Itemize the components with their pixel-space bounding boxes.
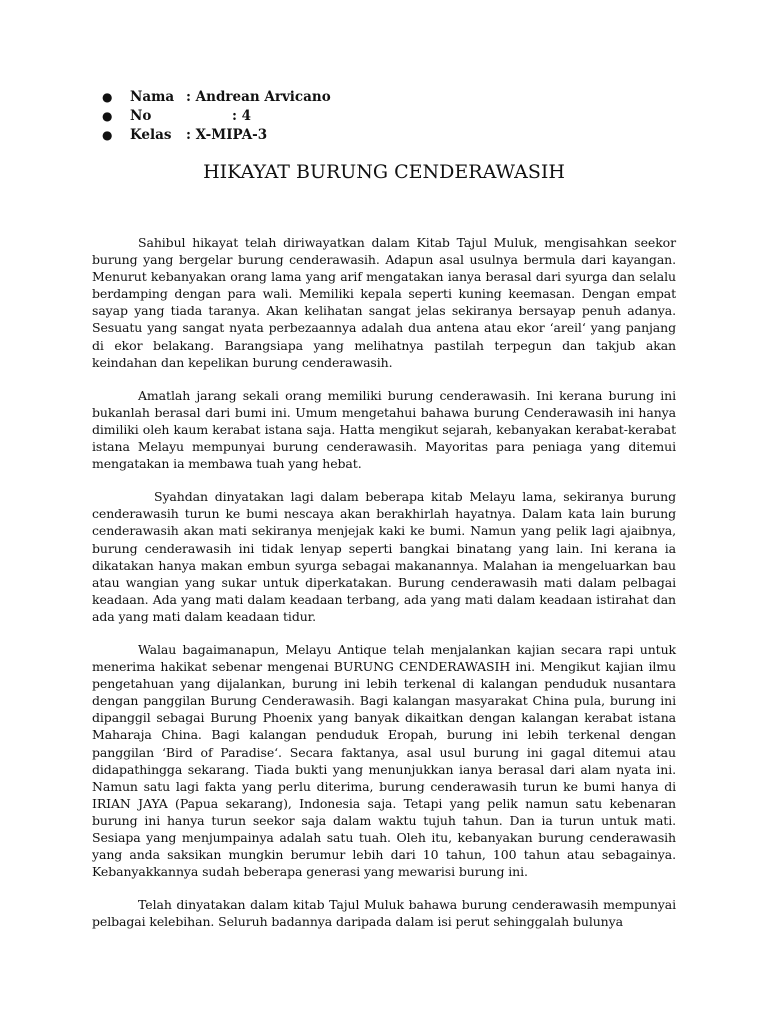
class-label: Kelas (130, 127, 172, 143)
student-info-list (102, 88, 502, 145)
bullet-icon: ● (102, 128, 113, 142)
paragraph-3: Syahdan dinyatakan lagi dalam beberapa kitab Melayu lama, sekiranya burung cenderawasih turun ke bumi nescaya akan berakhirlah hayatnya. Dalam kata lain burung cenderawasih akan mati sekiranya menjejak kaki ke bumi. Namun yang pelik lagi ajaibnya, burung cenderawasih ini tidak lenyap seperti bangkai binatang yang lain. Ini kerana ia dikatakan hanya makan embun syurga sebagai makanannya. Malahan ia mengeluarkan bau atau wangian yang sukar untuk diperkatakan. Burung cenderawasih mati dalam pelbagai keadaan. Ada yang mati dalam keadaan terbang, ada yang mati dalam keadaan istirahat dan ada yang mati dalam keadaan tidur. (92, 489, 676, 624)
document-title: HIKAYAT BURUNG CENDERAWASIH (203, 161, 565, 183)
bullet-icon: ● (102, 109, 113, 123)
bullet-icon: ● (102, 90, 113, 104)
number-value: : 4 (232, 108, 252, 124)
student-number-row (102, 107, 502, 126)
student-name-row (102, 88, 502, 107)
class-value: : X-MIPA-3 (186, 127, 268, 143)
document-body (92, 234, 676, 946)
paragraph-5: Telah dinyatakan dalam kitab Tajul Muluk bahawa burung cenderawasih mempunyai pelbagai kelebihan. Seluruh badannya daripada dalam isi perut sehinggalah bulunya (92, 897, 676, 930)
name-value: : Andrean Arvicano (186, 89, 331, 105)
paragraph-1: Sahibul hikayat telah diriwayatkan dalam Kitab Tajul Muluk, mengisahkan seekor burung yang bergelar burung cenderawasih. Adapun asal usulnya bermula dari kayangan. Menurut kebanyakan orang lama yang arif mengatakan ianya berasal dari syurga dan selalu berdamping dengan para wali. Memiliki kepala seperti kuning keemasan. Dengan empat sayap yang tiada taranya. Akan kelihatan sangat jelas sekiranya bersayap penuh adanya. Sesuatu yang sangat nyata perbezaannya adalah dua antena atau ekor ‘areil‘ yang panjang di ekor belakang. Barangsiapa yang melihatnya pastilah terpegun dan takjub akan keindahan dan kepelikan burung cenderawasih. (92, 235, 676, 370)
paragraph-2: Amatlah jarang sekali orang memiliki burung cenderawasih. Ini kerana burung ini bukanlah berasal dari bumi ini. Umum mengetahui bahawa burung Cenderawasih ini hanya dimiliki oleh kaum kerabat istana saja. Hatta mengikut sejarah, kebanyakan kerabat-kerabat istana Melayu mempunyai burung cenderawasih. Mayoritas para peniaga yang ditemui mengatakan ia membawa tuah yang hebat. (92, 387, 676, 472)
paragraph-4: Walau bagaimanapun, Melayu Antique telah menjalankan kajian secara rapi untuk menerima hakikat sebenar mengenai BURUNG CENDERAWASIH ini. Mengikut kajian ilmu pengetahuan yang dijalankan, burung ini lebih terkenal di kalangan penduduk nusantara dengan panggilan Burung Cenderawasih. Bagi kalangan masyarakat China pula, burung ini dipanggil sebagai Burung Phoenix yang banyak dikaitkan dengan kalangan kerabat istana Maharaja China. Bagi kalangan penduduk Eropah, burung ini lebih terkenal dengan panggilan ‘Bird of Paradise‘. Secara faktanya, asal usul burung ini gagal ditemui atau didapathingga sekarang. Tiada bukti yang menunjukkan ianya berasal dari alam nyata ini. Namun satu lagi fakta yang perlu diterima, burung cenderawasih turun ke bumi hanya di IRIAN JAYA (Papua sekarang), Indonesia saja. Tetapi yang pelik namun satu kebenaran burung ini hanya turun seekor saja dalam waktu tujuh tahun. Dan ia turun untuk mati. Sesiapa yang menjumpainya adalah satu tuah. Oleh itu, kebanyakan burung cenderawasih yang anda saksikan mungkin berumur lebih dari 10 tahun, 100 tahun atau sebagainya. Kebanyakkannya sudah beberapa generasi yang mewarisi burung ini. (92, 641, 676, 880)
name-label: Nama (130, 89, 175, 105)
student-class-row (102, 126, 502, 145)
number-label: No (130, 108, 152, 124)
